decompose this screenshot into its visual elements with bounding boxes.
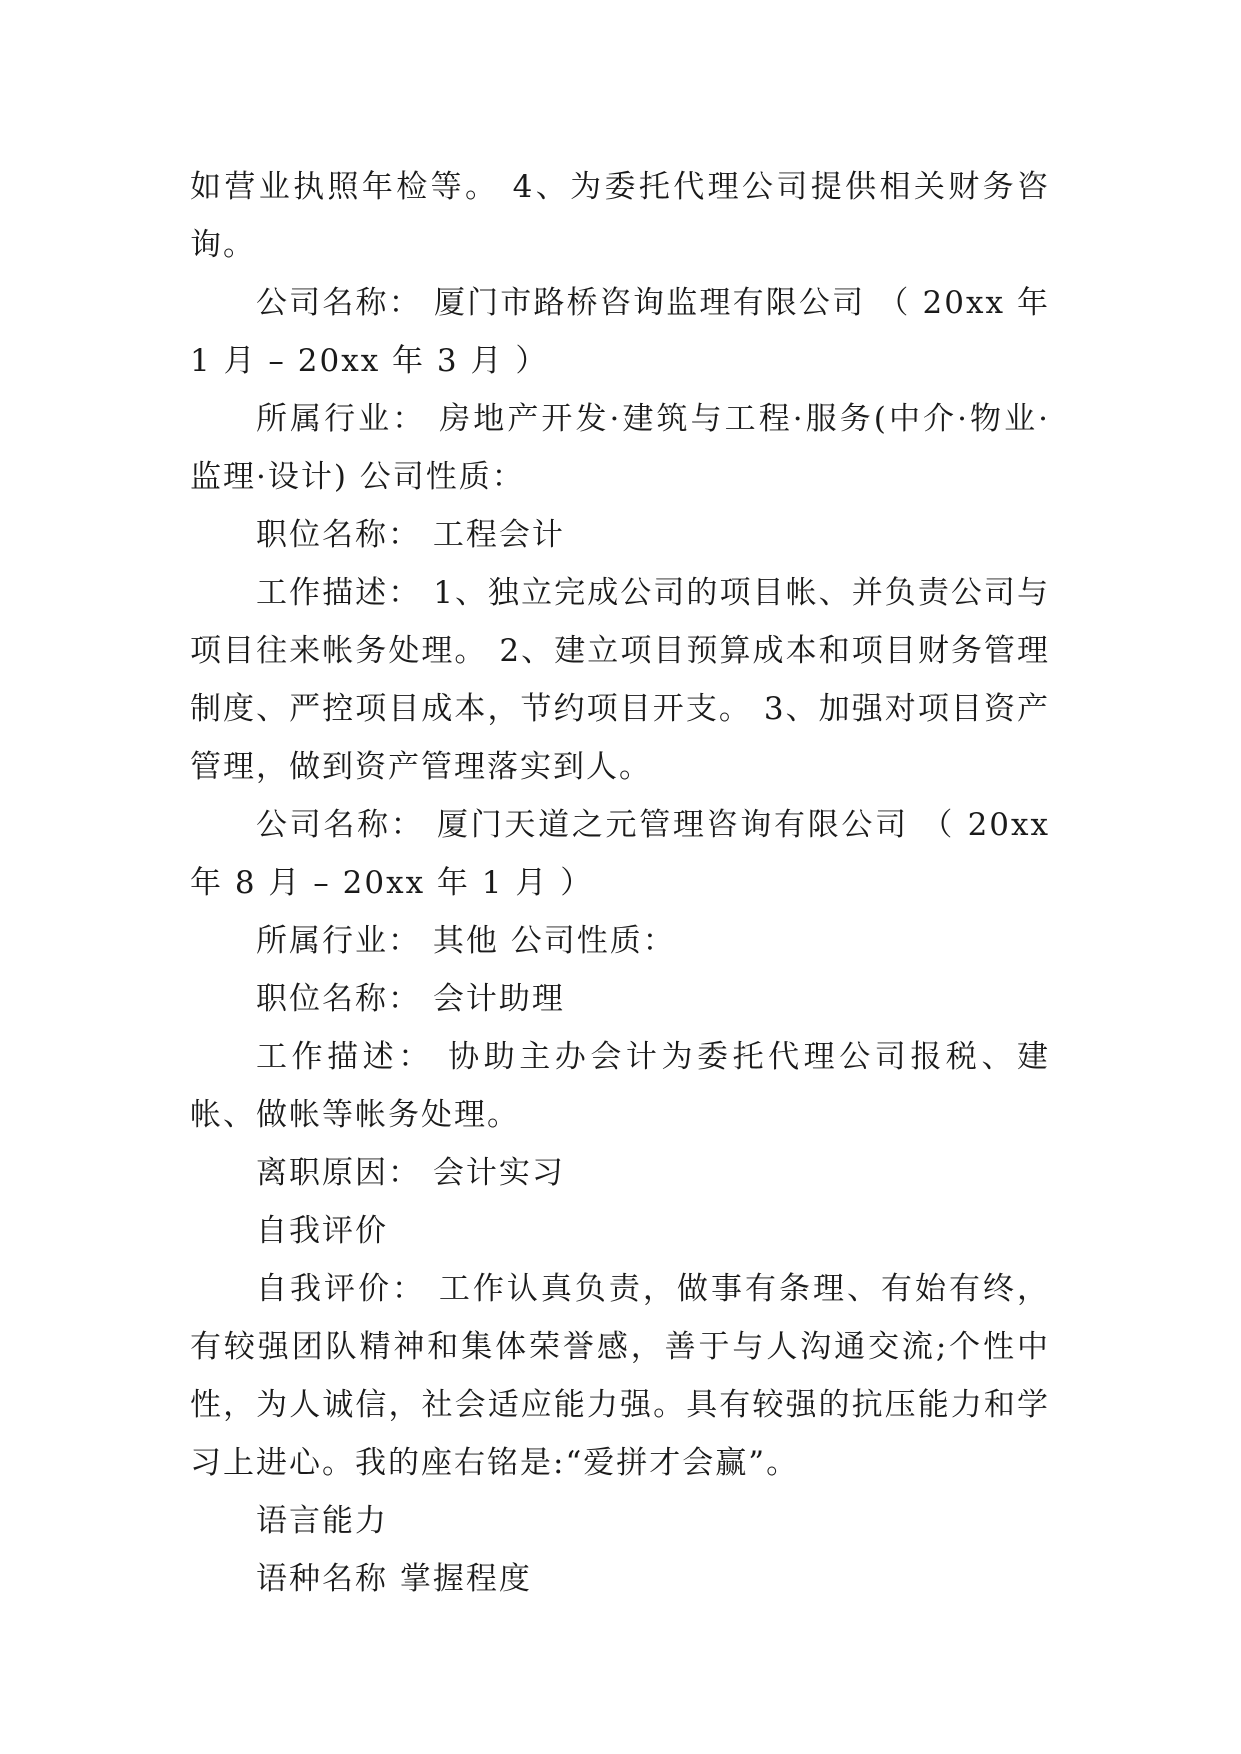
paragraph-continuation: 如营业执照年检等。 4、为委托代理公司提供相关财务咨询。 xyxy=(190,169,1050,263)
section-heading-self-evaluation: 自我评价 xyxy=(256,1213,388,1249)
paragraph-language-header: 语种名称 掌握程度 xyxy=(256,1561,532,1597)
paragraph-company-name-1: 公司名称： 厦门市路桥咨询监理有限公司 （ 20xx 年 1 月 – 20xx 年 3 月 ） xyxy=(190,285,1050,379)
paragraph-industry-1: 所属行业： 房地产开发·建筑与工程·服务(中介·物业·监理·设计) 公司性质： xyxy=(190,401,1050,495)
section-heading-language-skills: 语言能力 xyxy=(256,1503,388,1539)
paragraph-company-name-2: 公司名称： 厦门天道之元管理咨询有限公司 （ 20xx 年 8 月 – 20xx 年 1 月 ） xyxy=(190,807,1050,901)
paragraph-industry-2: 所属行业： 其他 公司性质： xyxy=(256,923,676,959)
paragraph-job-description-1: 工作描述： 1、独立完成公司的项目帐、并负责公司与项目往来帐务处理。 2、建立项目预算成本和项目财务管理制度、严控项目成本，节约项目开支。 3、加强对项目资产管理，做到资产管理落实到人。 xyxy=(190,575,1050,785)
paragraph-position-1: 职位名称： 工程会计 xyxy=(256,517,565,553)
paragraph-job-description-2: 工作描述： 协助主办会计为委托代理公司报税、建帐、做帐等帐务处理。 xyxy=(190,1039,1050,1133)
document-body xyxy=(190,158,1050,1608)
paragraph-position-2: 职位名称： 会计助理 xyxy=(256,981,565,1017)
paragraph-self-evaluation: 自我评价： 工作认真负责，做事有条理、有始有终，有较强团队精神和集体荣誉感，善于与人沟通交流;个性中性，为人诚信，社会适应能力强。具有较强的抗压能力和学习上进心。我的座右铭是:“爱拼才会赢”。 xyxy=(190,1271,1050,1481)
paragraph-leave-reason: 离职原因： 会计实习 xyxy=(256,1155,565,1191)
